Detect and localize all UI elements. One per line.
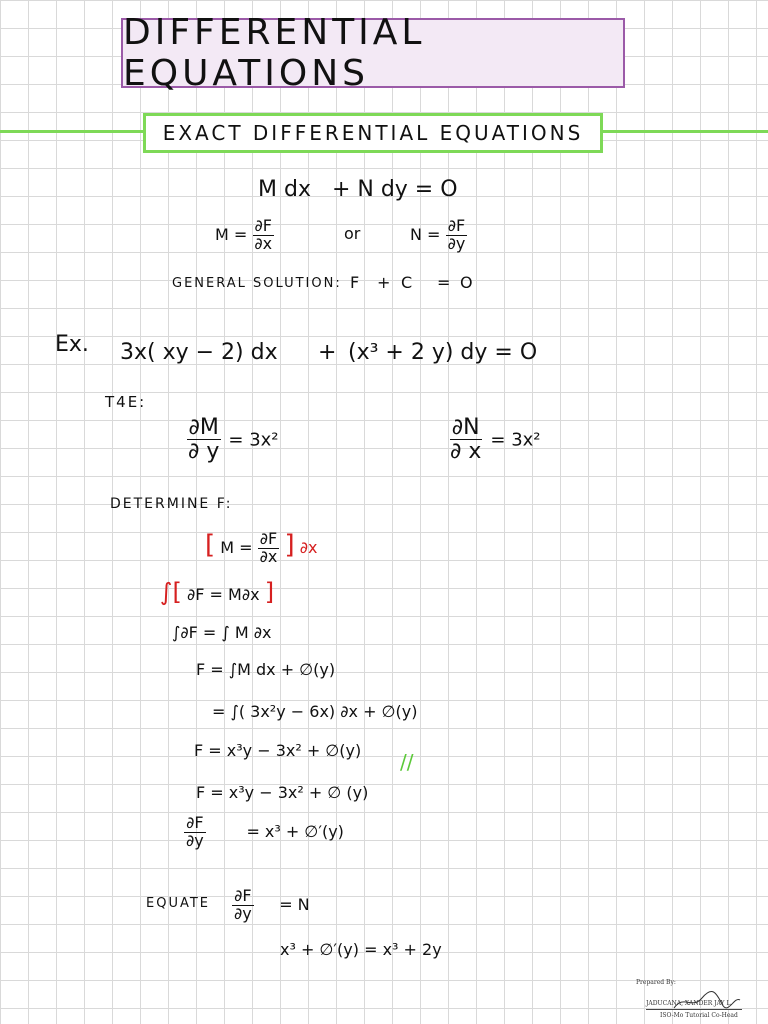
step1 [205,530,317,566]
step1-post: ∂x [299,538,318,557]
credit-name: JADUCANA, XANDER JAY L. [646,1000,733,1007]
dm-den: ∂ y [188,439,220,465]
step1-pre: M = [220,538,253,557]
equate-expr [232,888,310,923]
step2-bracket-close: ] [264,578,275,606]
m-num: ∂F [254,216,272,235]
step8-fraction [184,815,206,850]
step5: = ∫( 3x²y − 6x) ∂x + ∅(y) [212,702,418,721]
step8 [184,815,344,850]
formula-n [410,218,467,253]
step2-text: ∂F = M∂x [186,585,260,604]
n-num: ∂F [447,216,466,235]
section-title: EXACT DIFFERENTIAL EQUATIONS [143,113,603,153]
toe-dm [186,416,279,463]
step4: F = ∫M dx + ∅(y) [196,660,336,679]
example-equation-left: 3x( xy − 2) dx [120,340,278,365]
formula-main [258,177,458,202]
general-solution-c: C [401,273,413,292]
step1-fraction [258,531,280,566]
general-solution-eq: = [437,273,451,292]
general-solution-label: GENERAL SOLUTION: [172,276,342,291]
dn-num: ∂N [451,415,480,440]
example-label: Ex. [55,332,89,357]
page-title: DIFFERENTIAL EQUATIONS [121,18,625,88]
step6: F = x³y − 3x² + ∅(y) [194,741,362,760]
general-solution-plus: + [377,273,391,292]
check-mark: // [400,750,414,774]
equate-fraction [232,888,254,923]
step8-rest: = x³ + ∅′(y) [246,821,344,841]
step2-integral: ∫ [160,578,173,606]
equate-num: ∂F [234,886,252,905]
step1-den: ∂x [259,547,278,566]
step7: F = x³y − 3x² + ∅ (y) [196,783,369,802]
step1-bracket-close: ] [284,530,295,560]
signature-line [646,1009,742,1010]
equate-den: ∂y [234,903,252,923]
dn-value: = 3x² [490,429,541,451]
dm-value: = 3x² [228,429,279,451]
m-fraction [252,218,274,253]
m-label: M = [215,224,248,244]
credit-role: ISO-Mo Tutorial Co-Head [660,1012,738,1019]
step2 [160,578,274,606]
step2-bracket-open: [ [172,578,182,606]
formula-m [215,218,274,253]
dn-den: ∂ x [450,439,482,465]
n-fraction [446,218,468,253]
m-den: ∂x [254,233,273,253]
example-equation-right: (x³ + 2 y) dy = O [348,340,538,365]
n-den: ∂y [447,233,466,253]
general-solution-f: F [350,273,360,292]
determine-label: DETERMINE F: [110,496,233,512]
equate-rhs: = N [279,894,310,914]
equate-result: x³ + ∅′(y) = x³ + 2y [280,940,442,959]
n-label: N = [410,224,441,244]
toe-dn [448,416,541,463]
step8-den: ∂y [186,830,204,850]
formula-or: or [344,224,361,243]
step8-num: ∂F [186,813,204,832]
dm-fraction [186,416,221,463]
general-solution-zero: O [460,273,473,292]
step1-num: ∂F [259,529,278,549]
example-plus: + [318,340,337,365]
equate-label: EQUATE [146,896,210,911]
dm-num: ∂M [188,415,219,440]
formula-main-left: M dx [258,177,311,202]
step1-bracket-open: [ [205,530,216,560]
step3: ∫∂F = ∫ M ∂x [172,623,272,642]
toe-label: T4E: [105,393,147,411]
dn-fraction [448,416,483,463]
prepared-by-label: Prepared By: [636,979,676,986]
formula-main-right: + N dy = O [331,177,458,202]
